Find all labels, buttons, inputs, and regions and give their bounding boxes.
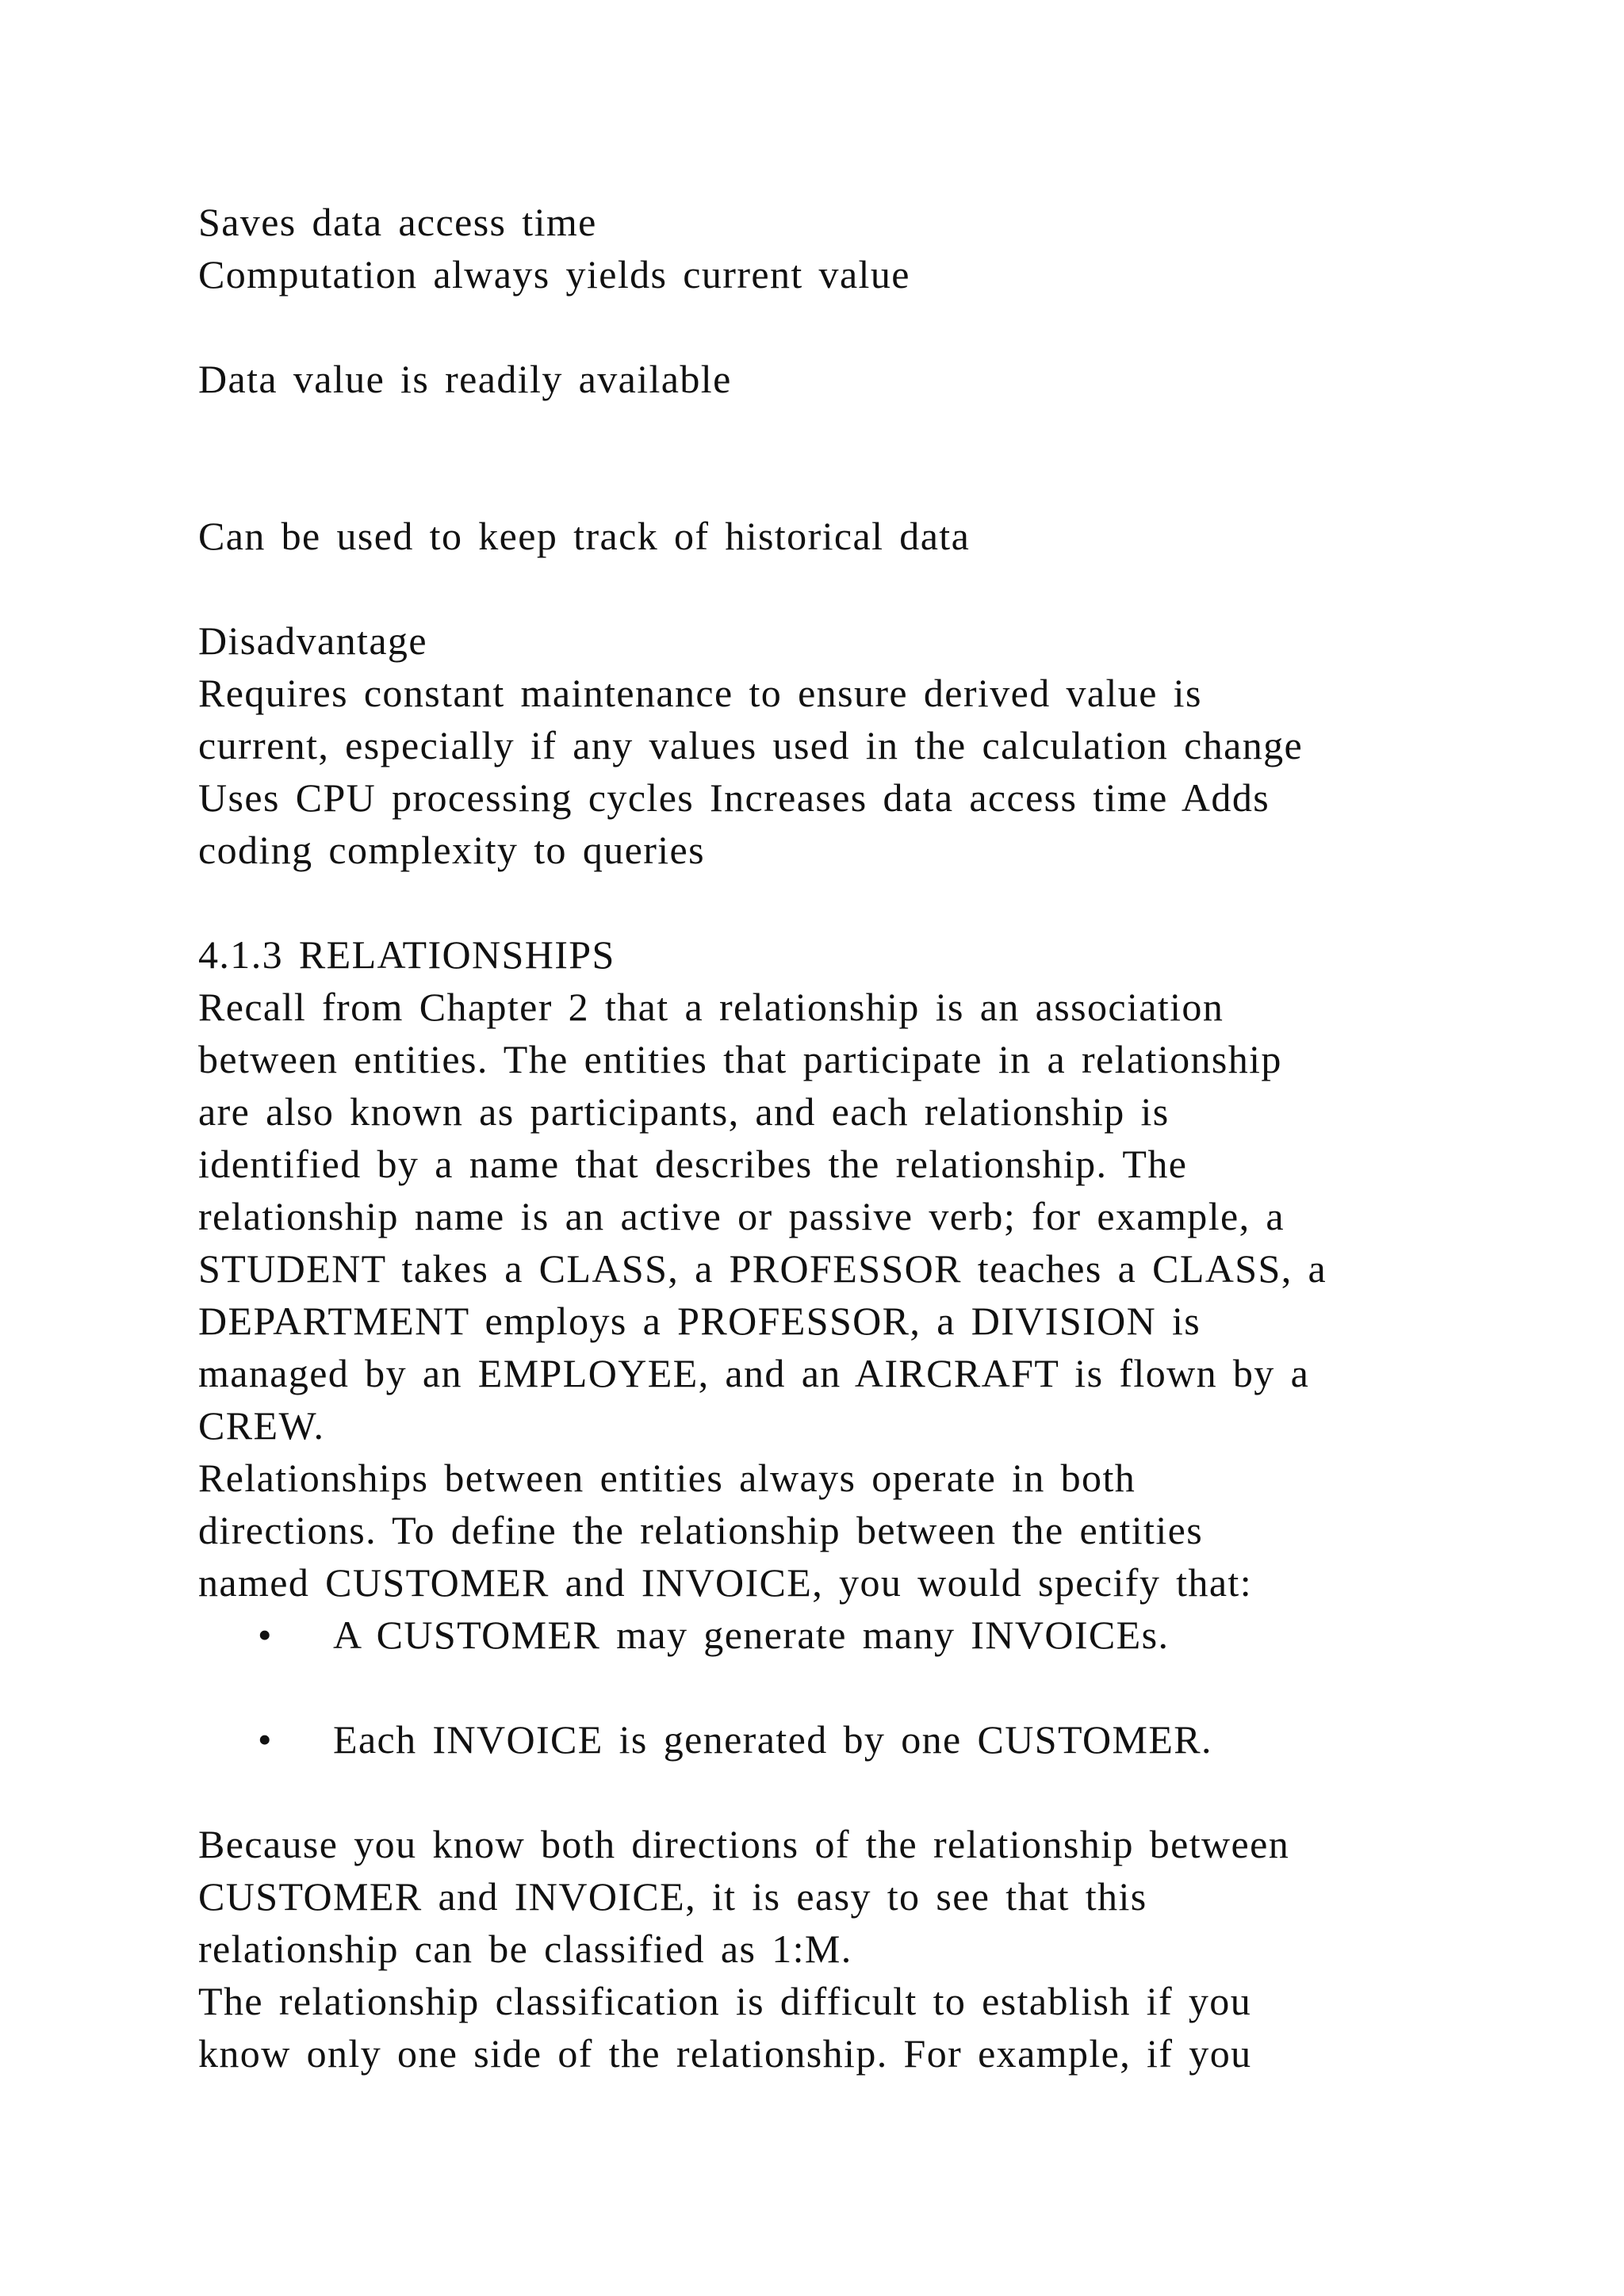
paragraph-line: CUSTOMER and INVOICE, it is easy to see that this [198, 1874, 1147, 1919]
paragraph-line: relationship can be classified as 1:M. [198, 1927, 852, 1971]
disadvantage-line: Uses CPU processing cycles Increases data access time Adds [198, 775, 1270, 820]
paragraph-line: relationship name is an active or passive verb; for example, a [198, 1194, 1285, 1238]
paragraph-line: managed by an EMPLOYEE, and an AIRCRAFT is flown by a [198, 1351, 1310, 1395]
paragraph-line: Relationships between entities always operate in both [198, 1456, 1136, 1500]
paragraph-line: Recall from Chapter 2 that a relationship is an association [198, 985, 1224, 1029]
bullet-item: Each INVOICE is generated by one CUSTOMER. [333, 1717, 1212, 1762]
bullet-item: A CUSTOMER may generate many INVOICEs. [333, 1613, 1170, 1657]
paragraph-line: between entities. The entities that participate in a relationship [198, 1037, 1282, 1081]
paragraph-line: know only one side of the relationship. For example, if you [198, 2031, 1252, 2076]
disadvantage-heading: Disadvantage [198, 618, 427, 663]
paragraph-line: directions. To define the relationship between the entities [198, 1508, 1204, 1552]
advantage-line: Can be used to keep track of historical data [198, 514, 971, 558]
disadvantage-line: Requires constant maintenance to ensure derived value is [198, 671, 1202, 715]
paragraph-line: identified by a name that describes the relationship. The [198, 1142, 1188, 1186]
paragraph-line: STUDENT takes a CLASS, a PROFESSOR teaches a CLASS, a [198, 1246, 1327, 1291]
paragraph-line: CREW. [198, 1403, 325, 1448]
paragraph-line: are also known as participants, and each relationship is [198, 1089, 1170, 1134]
section-heading: 4.1.3 RELATIONSHIPS [198, 932, 615, 977]
disadvantage-line: current, especially if any values used in the calculation change [198, 723, 1304, 767]
bullet-marker: • [258, 1717, 272, 1762]
advantage-line: Saves data access time [198, 200, 597, 244]
disadvantage-line: coding complexity to queries [198, 828, 706, 872]
bullet-marker: • [258, 1613, 272, 1657]
paragraph-line: The relationship classification is difficult to establish if you [198, 1979, 1252, 2023]
paragraph-line: DEPARTMENT employs a PROFESSOR, a DIVISION is [198, 1299, 1201, 1343]
advantage-line: Data value is readily available [198, 357, 732, 401]
advantage-line: Computation always yields current value [198, 252, 910, 297]
paragraph-line: Because you know both directions of the relationship between [198, 1822, 1290, 1866]
paragraph-line: named CUSTOMER and INVOICE, you would specify that: [198, 1560, 1253, 1605]
